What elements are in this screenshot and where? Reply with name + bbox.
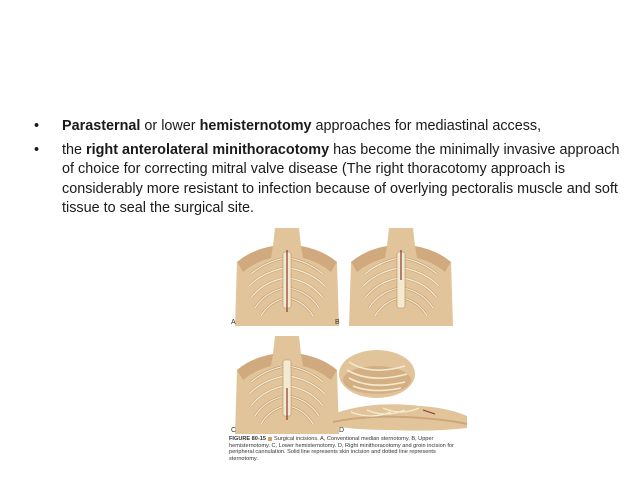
panel-label-b: B [335, 319, 340, 326]
caption-text: Surgical incisions. A, Conventional median sternotomy. B, Upper hemisternotomy. C, Lower hemisternotomy. D, Right minithoracotomy and groin incision for peripheral cannulation. Solid line represents skin incision and dotted line represents sternotomy. [229, 436, 454, 462]
bullet-text: has become the minimally invasive approach of choice for correcting mitral valve disease (The right thoracotomy approach is considerably more resistant to infection because of overlying pectoralis muscle and soft tissue to seal the surgical site. [62, 141, 620, 216]
square-marker-icon [268, 437, 272, 441]
panel-label-a: A [231, 319, 236, 326]
bullet-text: approaches for mediastinal access, [311, 118, 542, 134]
torso-illustration-b [345, 228, 457, 330]
side-torso-illustration-d [331, 346, 471, 438]
bullet-text: the [62, 141, 87, 158]
bullet-item-parasternal [34, 117, 624, 137]
bullet-bold-text: Parasternal [62, 118, 141, 134]
figure-number: FIGURE 80-15 [229, 436, 266, 442]
panel-label-d: D [339, 427, 345, 434]
surgical-incisions-figure [223, 228, 471, 478]
bullet-bold-text: hemisternotomy [199, 118, 312, 134]
bullet-item-minithoracotomy [34, 141, 624, 219]
torso-illustration-c [231, 336, 343, 438]
bullet-text: or lower [140, 118, 200, 134]
bullet-bold-text: right anterolateral minithoracotomy [86, 141, 330, 158]
figure-caption [229, 436, 465, 462]
bullet-list [34, 117, 624, 223]
torso-illustration-a [231, 228, 343, 330]
bullet-marker: • [34, 141, 40, 158]
bullet-marker: • [34, 118, 40, 134]
panel-label-c: C [231, 427, 237, 434]
